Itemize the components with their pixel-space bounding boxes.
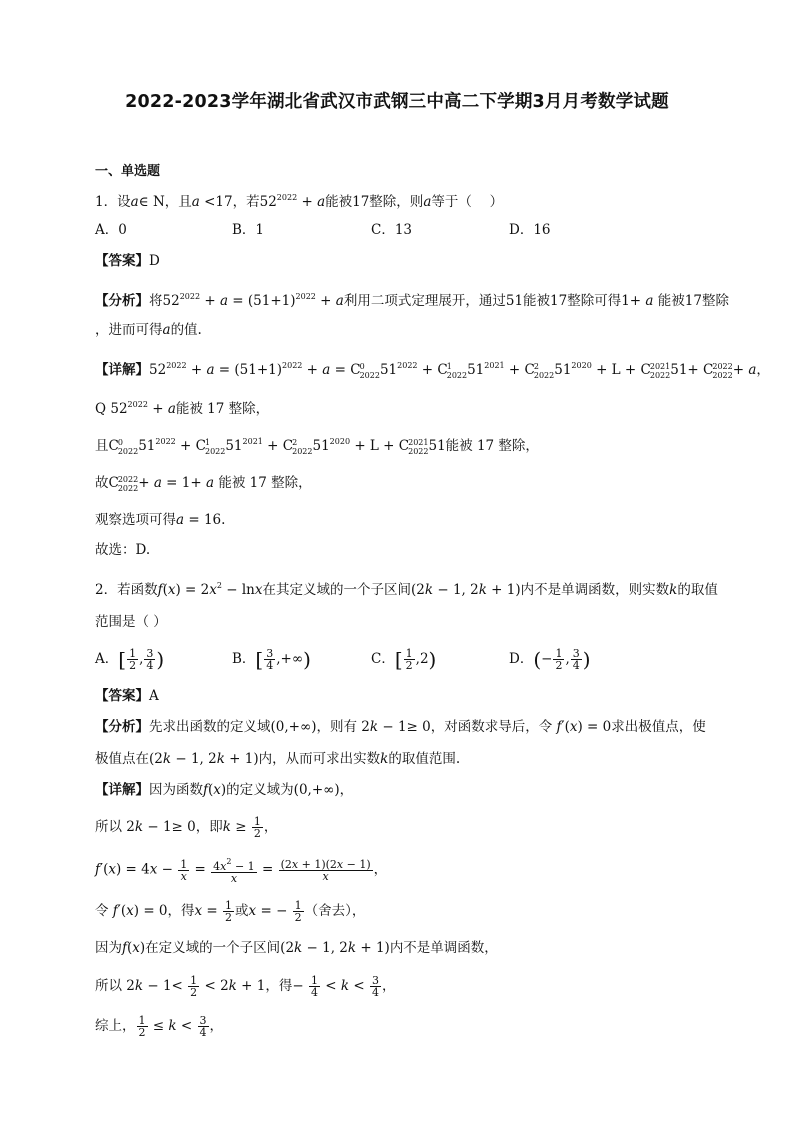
q2-analysis-line2: 极值点在(2k − 1, 2k + 1)内，从而可求出实数k的取值范围. xyxy=(95,751,461,767)
q2-analysis-tag: 【分析】 xyxy=(95,719,149,735)
q1-analysis-text: 将$52^{2022} + a = (51+1)^{2022} + a$利用二项式定理展开，通过51能被17整除可得1+ a 能被17整除 xyxy=(149,292,729,309)
q2-option-b: B．[ $\frac{3}{4}$ ,+∞) xyxy=(232,647,311,672)
q1-detail-tag: 【详解】 xyxy=(95,362,149,378)
q1-analysis-line1 xyxy=(95,287,729,311)
q1-detail-line1 xyxy=(95,356,770,380)
q2-analysis-line1 xyxy=(95,717,706,737)
q2-detail-line4: 令 f′(x) = 0，得x = $\frac{1}{2}$ 或x = − $\frac{1}{2}$ （舍去）， xyxy=(95,899,366,924)
q1-detail-text1: $52^{2022} + a = (51+1)^{2022} + a = C$ 0 2022 $51^{2022} + C$ 1 2022 $51^{2021} + C$ 2 2022 $51^{2020} + L + C$ 2021 2022 51+ C 2022 2022 + a， xyxy=(149,361,770,380)
q2-detail-line2: 所以 2k − 1≥ 0，即k ≥ $\frac{1}{2}$ ， xyxy=(95,815,278,840)
q1-detail-line3: 且C 0 2022 $51^{2022} + C$ 1 2022 $51^{2021} + C$ 2 2022 $51^{2020} + L + C$ 2021 2022 51能被 17 整除， xyxy=(95,437,539,456)
q2-answer xyxy=(95,686,159,706)
q2-detail-line6: 所以 2k − 1< $\frac{1}{2}$ < 2k + 1，得− $\frac{1}{4}$ < k < $\frac{3}{4}$ ， xyxy=(95,974,396,999)
q2-detail-line5: 因为f(x)在定义域的一个子区间(2k − 1, 2k + 1)内不是单调函数， xyxy=(95,940,498,956)
q2-stem-line2: 范围是（ ） xyxy=(95,614,167,630)
q1-detail-line5: 观察选项可得a = 16. xyxy=(95,512,226,528)
q1-stem-text: 设a∈ N，且a <17，若$52^{2022} + a$能被17整除，则a等于（ ） xyxy=(117,193,504,210)
section-heading: 一、单选题 xyxy=(95,164,161,179)
q2-detail-line1 xyxy=(95,780,353,800)
q2-detail-text1: 因为函数f(x)的定义域为(0,+∞)， xyxy=(149,782,354,798)
q1-option-d: D．16 xyxy=(509,222,551,238)
q2-detail-line3: f′(x) = 4x − $\frac{1}{x}$ = $\frac{4x^2 - 1}{x}$ = $\frac{(2x + 1)(2x - 1)}{x}$ ， xyxy=(95,857,388,885)
q2-analysis-text: 先求出函数的定义域(0,+∞)，则有 2k − 1≥ 0，对函数求导后，令 f′(x) = 0求出极值点，使 xyxy=(149,719,706,735)
q1-answer xyxy=(95,251,160,271)
q1-analysis-line2: ，进而可得a的值. xyxy=(95,322,202,338)
q2-answer-tag: 【答案】 xyxy=(95,688,149,704)
q1-detail-line4: 故C 2022 2022 + a = 1+ a 能被 17 整除， xyxy=(95,474,312,493)
q1-answer-value: D xyxy=(149,253,160,269)
q2-option-c: C．[ $\frac{1}{2}$ ,2) xyxy=(371,647,437,672)
q1-stem xyxy=(95,188,503,212)
q1-number: 1． xyxy=(95,194,118,210)
q1-detail-line6: 故选：D. xyxy=(95,542,151,558)
q2-option-a: A．[ $\frac{1}{2}$ , $\frac{3}{4}$ ) xyxy=(95,647,165,672)
q2-answer-value: A xyxy=(149,688,159,704)
q1-option-c: C．13 xyxy=(371,222,413,238)
page-title: 2022-2023学年湖北省武汉市武钢三中高二下学期3月月考数学试题 xyxy=(125,92,669,112)
q2-stem-text: 若函数$f(x) = 2x^2 - \ln x$在其定义域的一个子区间(2k − 1, 2k + 1)内不是单调函数，则实数k的取值 xyxy=(117,581,718,598)
q2-detail-tag: 【详解】 xyxy=(95,782,149,798)
q2-stem-line1 xyxy=(95,576,718,600)
q2-detail-line7: 综上， $\frac{1}{2}$ ≤ k < $\frac{3}{4}$ ， xyxy=(95,1014,223,1039)
q1-answer-tag: 【答案】 xyxy=(95,253,149,269)
q1-option-b: B．1 xyxy=(232,222,265,238)
q1-option-a: A．0 xyxy=(95,222,127,238)
q1-detail-line2: Q $52^{2022} + a$能被 17 整除， xyxy=(95,400,270,417)
q2-number: 2． xyxy=(95,582,118,598)
q1-analysis-tag: 【分析】 xyxy=(95,293,149,309)
q2-option-d: D．(− $\frac{1}{2}$ , $\frac{3}{4}$ ) xyxy=(509,647,591,672)
